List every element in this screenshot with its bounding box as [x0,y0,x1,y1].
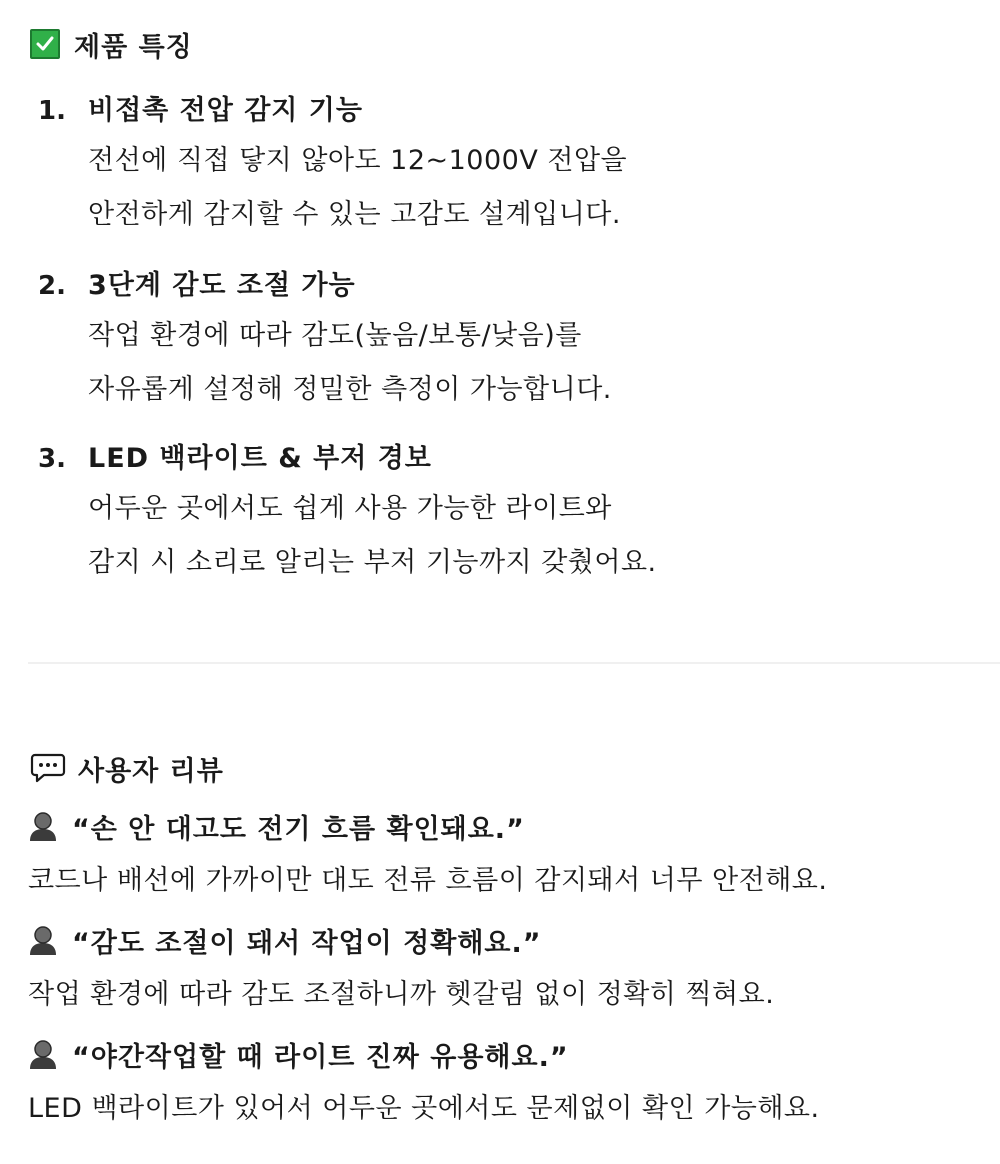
review-title: “감도 조절이 돼서 작업이 정확해요.” [72,927,542,959]
review-title: “손 안 대고도 전기 흐름 확인돼요.” [72,813,525,845]
feature-description-line: 작업 환경에 따라 감도(높음/보통/낮음)를 [88,320,582,351]
feature-item [38,88,978,242]
review-item [28,1034,988,1125]
review-item [28,806,988,897]
review-item [28,920,988,1011]
speech-balloon-icon [30,752,66,784]
review-title: “야간작업할 때 라이트 진짜 유용해요.” [72,1041,569,1073]
feature-description-line: 감지 시 소리로 알리는 부저 기능까지 갖췄어요. [88,547,657,578]
features-heading-text: 제품 특징 [74,31,193,63]
feature-item [38,436,978,590]
review-body: 코드나 배선에 가까이만 대도 전류 흐름이 감지돼서 너무 안전해요. [28,865,828,896]
bust-silhouette-icon [28,810,58,842]
reviews-heading-text: 사용자 리뷰 [78,755,224,787]
feature-title: 비접촉 전압 감지 기능 [88,95,363,126]
feature-number: 3. [38,444,66,474]
features-heading [30,24,193,64]
feature-item [38,263,978,417]
review-body: 작업 환경에 따라 감도 조절하니까 헷갈림 없이 정확히 찍혀요. [28,979,775,1010]
check-mark-icon [30,29,60,59]
feature-description-line: 자유롭게 설정해 정밀한 측정이 가능합니다. [88,374,612,405]
bust-silhouette-icon [28,1038,58,1070]
feature-description-line: 어두운 곳에서도 쉽게 사용 가능한 라이트와 [88,493,612,524]
reviews-heading [30,748,224,788]
feature-number: 2. [38,271,66,301]
feature-number: 1. [38,96,66,126]
feature-description-line: 안전하게 감지할 수 있는 고감도 설계입니다. [88,199,621,230]
feature-title: LED 백라이트 & 부저 경보 [88,443,432,474]
feature-description-line: 전선에 직접 닿지 않아도 12~1000V 전압을 [88,145,628,176]
section-divider [28,662,1000,664]
review-body: LED 백라이트가 있어서 어두운 곳에서도 문제없이 확인 가능해요. [28,1093,820,1124]
feature-title: 3단계 감도 조절 가능 [88,270,356,301]
bust-silhouette-icon [28,924,58,956]
